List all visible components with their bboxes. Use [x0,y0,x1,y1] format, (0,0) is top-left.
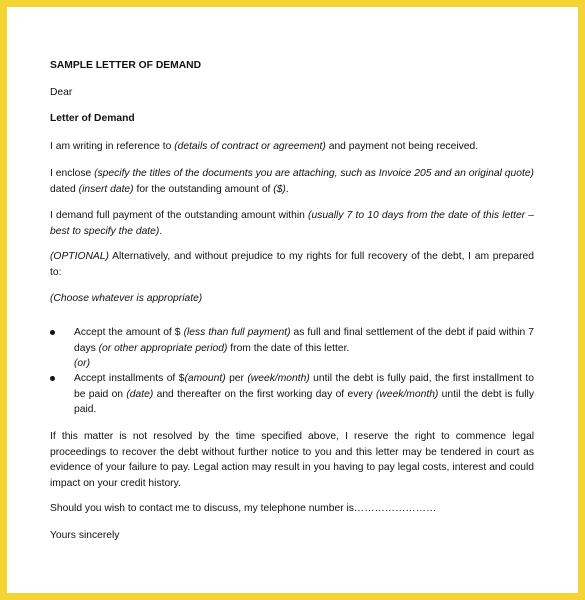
paragraph-enclose: I enclose (specify the titles of the documents you are attaching, such as Invoice 205 and an original quote) dated (insert date) for the outstanding amount of ($). [50,168,534,195]
closing: Yours sincerely [50,530,120,541]
bullet-text: Accept installments of $(amount) per (week/month) until the debt is fully paid, the first installment to be paid on (date) and thereafter on the first working day of every (week/month) until the debt is fully paid. [74,373,534,415]
paragraph-optional: (OPTIONAL) Alternatively, and without prejudice to my rights for full recovery of the debt, I am prepared to: [50,251,534,278]
page-frame [7,7,578,593]
bullet-icon [50,376,55,381]
bullet-text: Accept the amount of $ (less than full payment) as full and final settlement of the debt if paid within 7 days (or other appropriate period) from the date of this letter. [74,327,534,354]
paragraph-demand: I demand full payment of the outstanding amount within (usually 7 to 10 days from the date of this letter – best to specify the date). [50,210,534,237]
paragraph-contact: Should you wish to contact me to discuss, my telephone number is…………………… [50,503,437,514]
letter-heading: Letter of Demand [50,113,135,124]
bullet-icon [50,330,55,335]
or-label: (or) [74,358,91,369]
document-title: SAMPLE LETTER OF DEMAND [50,60,202,71]
paragraph-reference: I am writing in reference to (details of contract or agreement) and payment not being received. [50,141,479,152]
paragraph-legal: If this matter is not resolved by the time specified above, I reserve the right to commence legal proceedings to recover the debt without further notice to you and this letter may be tendered in court as evidence of your failure to pay. Legal action may result in you having to pay legal costs, interest and could impact on your credit history. [50,431,534,489]
paragraph-choose: (Choose whatever is appropriate) [50,293,203,304]
salutation: Dear [50,87,73,98]
